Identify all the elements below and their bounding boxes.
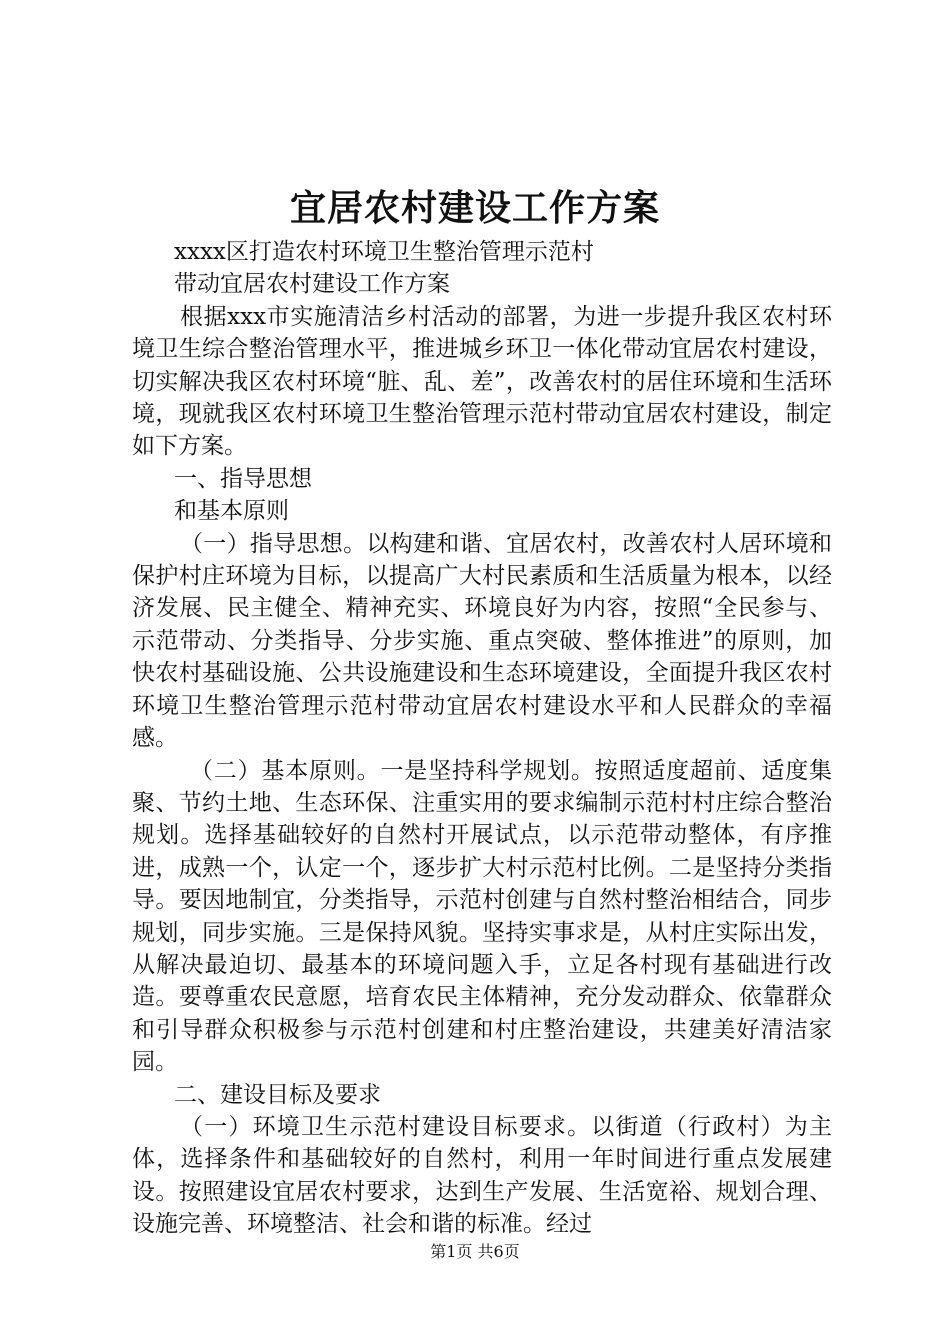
document-title: 宜居农村建设工作方案 xyxy=(289,187,660,229)
intro-paragraph: 根据xxx市实施清洁乡村活动的部署，为进一步提升我区农村环境卫生综合整治管理水平，推进城乡环卫一体化带动宜居农村建设，切实解决我区农村环境“脏、乱、差”，改善农村的居住环境和生活环境，现就我区农村环境卫生整治管理示范村带动宜居农村建设，制定如下方案。 xyxy=(132,303,832,460)
goals-paragraph: （一）环境卫生示范村建设目标要求。以街道（行政村）为主体，选择条件和基础较好的自然村，利用一年时间进行重点发展建设。按照建设宜居农村要求，达到生产发展、生活宽裕、规划合理、设施完善、环境整洁、社会和谐的标准。经过 xyxy=(132,1113,832,1238)
section-heading-1-line-2: 和基本原则 xyxy=(174,498,289,525)
section-heading-1-line-1: 一、指导思想 xyxy=(174,465,312,492)
document-body xyxy=(132,236,832,1241)
section-heading-2: 二、建设目标及要求 xyxy=(174,1081,381,1108)
subtitle-line-2: 带动宜居农村建设工作方案 xyxy=(174,271,450,298)
basic-principles-paragraph: （二）基本原则。一是坚持科学规划。按照适度超前、适度集聚、节约土地、生态环保、注重实用的要求编制示范村村庄综合整治规划。选择基础较好的自然村开展试点，以示范带动整体，有序推进，成熟一个，认定一个，逐步扩大村示范村比例。二是坚持分类指导。要因地制宜，分类指导，示范村创建与自然村整治相结合，同步规划，同步实施。三是保持风貌。坚持实事求是，从村庄实际出发，从解决最迫切、最基本的环境问题入手，立足各村现有基础进行改造。要尊重农民意愿，培育农民主体精神，充分发动群众、依靠群众和引导群众积极参与示范村创建和村庄整治建设，共建美好清洁家园。 xyxy=(132,757,832,1076)
subtitle-line-1: xxxx区打造农村环境卫生整治管理示范村 xyxy=(174,239,594,265)
page-footer: 第1页 共6页 xyxy=(430,1242,520,1261)
guiding-thought-paragraph: （一）指导思想。以构建和谐、宜居农村，改善农村人居环境和保护村庄环境为目标，以提高广大村民素质和生活质量为根本，以经济发展、民主健全、精神充实、环境良好为内容，按照“全民参与、示范带动、分类指导、分步实施、重点突破、整体推进”的原则，加快农村基础设施、公共设施建设和生态环境建设，全面提升我区农村环境卫生整治管理示范村带动宜居农村建设水平和人民群众的幸福感。 xyxy=(132,530,832,752)
